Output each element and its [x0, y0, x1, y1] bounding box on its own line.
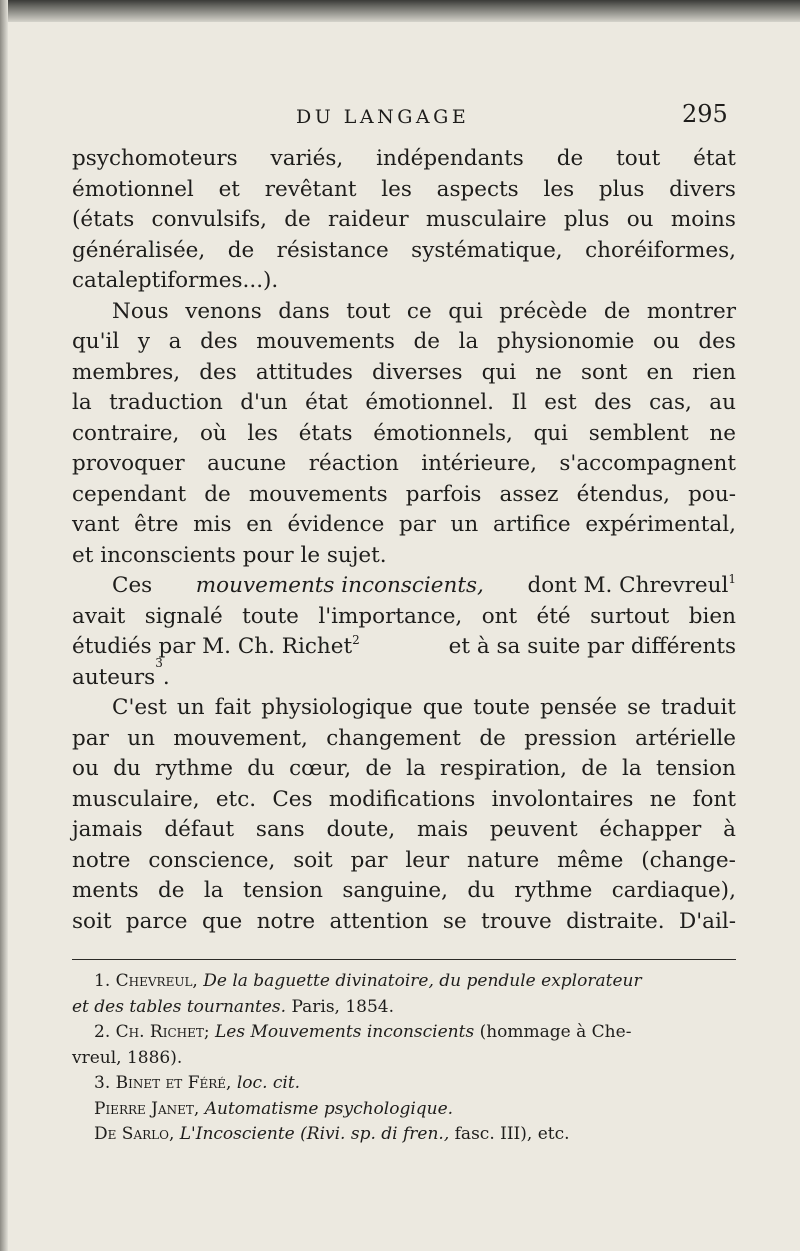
word: où: [199, 420, 227, 446]
footnote-3b: [72, 1097, 736, 1123]
footnote-number: 2.: [94, 1022, 111, 1042]
word: se: [442, 908, 467, 934]
word: montrer: [646, 298, 736, 324]
italic-term: mouvements inconscients,: [195, 573, 484, 598]
text-line: [72, 754, 736, 785]
text-line: [72, 358, 736, 389]
word: que: [422, 695, 464, 720]
word: raideur: [328, 207, 409, 232]
word: font: [692, 786, 736, 812]
text-line: [72, 632, 736, 663]
text-line: [72, 602, 736, 633]
text-line: [72, 297, 736, 328]
word: vant: [72, 512, 120, 537]
footnote-text: vreul, 1886).: [72, 1047, 183, 1068]
footnote-author: Chevreul,: [115, 971, 198, 991]
text-line: cataleptiformes...).: [72, 268, 279, 293]
word: Nous: [112, 298, 169, 324]
text-line: [72, 655, 736, 694]
word: physionomie: [496, 329, 635, 354]
word: rythme: [154, 756, 233, 781]
footnote-title: De la baguette divinatoire, du pendule explorateur: [203, 971, 642, 991]
page-left-shadow: [0, 0, 8, 1251]
word: ne: [649, 786, 677, 812]
word: soit: [293, 847, 333, 873]
word: échapper: [599, 817, 702, 842]
word: défaut: [164, 817, 235, 842]
word: semblent: [588, 420, 689, 446]
word: D'ail-: [678, 908, 736, 934]
word: revêtant: [264, 176, 357, 202]
word: systématique,: [411, 237, 563, 263]
word: plus: [598, 176, 645, 202]
word: y: [137, 329, 151, 354]
footnote-loc: loc. cit.: [236, 1073, 301, 1093]
word: être: [134, 512, 179, 537]
word: jamais: [72, 817, 143, 842]
word: a: [168, 329, 182, 354]
word: cœur,: [289, 756, 352, 781]
word: attention: [329, 908, 429, 934]
word: assez: [499, 481, 559, 507]
word: de: [581, 756, 608, 781]
word: de: [413, 329, 441, 354]
word: un: [176, 695, 205, 720]
text-line: [72, 724, 736, 755]
word: ce: [406, 298, 432, 324]
word: avait: [72, 603, 126, 629]
word: attitudes: [255, 359, 353, 385]
word: état: [693, 146, 736, 171]
word: parfois: [405, 481, 482, 507]
word: mouvements: [256, 329, 395, 354]
word: en: [646, 359, 674, 385]
word: Ces: [272, 786, 313, 812]
footnote-ref-1: 1: [728, 572, 736, 586]
word: provoquer: [72, 451, 185, 476]
word: indépendants: [376, 146, 524, 171]
word: distraite.: [566, 908, 665, 934]
word: généralisée,: [72, 237, 206, 263]
word: contraire,: [72, 420, 180, 446]
word: aspects: [436, 176, 519, 202]
word: bien: [688, 603, 736, 629]
word: (change-: [641, 847, 736, 873]
word: des: [200, 329, 238, 354]
word: l'importance,: [318, 603, 463, 629]
text-line: [72, 815, 736, 846]
word: d'un: [240, 390, 288, 415]
word: notre: [256, 908, 316, 934]
word: traduction: [109, 390, 223, 415]
word: fait: [214, 695, 252, 720]
word: ont: [481, 603, 518, 629]
footnote-title: L'Incosciente (Rivi. sp. di fren.,: [179, 1124, 450, 1144]
word: diverses: [371, 359, 463, 385]
footnote-ref-2: 2: [352, 633, 360, 647]
word: doute,: [326, 817, 396, 842]
text-segment: [72, 632, 360, 663]
word: cardiaque),: [611, 878, 736, 903]
text-line: [72, 510, 736, 541]
word: en: [246, 512, 273, 537]
word: de: [284, 207, 311, 232]
word: état: [305, 390, 348, 415]
footnote-place: Paris, 1854.: [291, 996, 395, 1017]
word: la: [203, 878, 224, 903]
page-header: [0, 100, 800, 134]
word: du: [113, 756, 141, 781]
word: par: [399, 512, 436, 537]
word: cependant: [72, 481, 187, 507]
footnote-2: [72, 1020, 736, 1046]
footnote-1-cont: [72, 995, 736, 1021]
text-line: [72, 388, 736, 419]
word: pression: [524, 725, 617, 751]
word: par: [350, 847, 388, 873]
word: la: [406, 756, 426, 781]
word: sont: [580, 359, 628, 385]
word: ne: [709, 420, 736, 446]
footnote-3: [72, 1071, 736, 1097]
word: pensée: [540, 695, 617, 720]
word: rythme: [514, 878, 593, 903]
word: soit: [72, 908, 112, 934]
word: ments: [72, 878, 139, 903]
word: pou-: [688, 481, 736, 507]
word: psychomoteurs: [72, 146, 238, 171]
text-segment: .: [162, 664, 170, 690]
word: membres,: [72, 359, 181, 385]
footnote-3c: [72, 1122, 736, 1148]
text-line: [72, 571, 736, 602]
word: aucune: [207, 451, 287, 476]
word: des: [698, 329, 736, 354]
word: leur: [405, 847, 450, 873]
text-line: [72, 449, 736, 480]
word: les: [247, 420, 279, 446]
word: toute: [473, 695, 531, 720]
footnote-text: fasc. III), etc.: [454, 1124, 570, 1144]
word: sans: [255, 817, 305, 842]
word: la: [458, 329, 479, 354]
word: que: [201, 908, 243, 934]
word: mouvement,: [173, 725, 308, 751]
word: sanguine,: [342, 878, 448, 903]
text-segment: et à sa suite par différents: [448, 634, 736, 659]
text-line: [72, 480, 736, 511]
word: résistance: [276, 237, 389, 263]
word: s'accompagnent: [559, 451, 736, 476]
word: de: [479, 725, 506, 751]
word: ne: [535, 359, 562, 385]
word: artifice: [492, 512, 571, 537]
word: des: [199, 359, 237, 385]
word: respiration,: [440, 756, 567, 781]
word: qui: [448, 298, 483, 324]
word: notre: [72, 847, 131, 873]
footnote-2-cont: [72, 1046, 736, 1072]
word: tout: [346, 298, 391, 324]
word: étendus,: [576, 481, 671, 507]
word: parce: [125, 908, 188, 934]
word: trouve: [481, 908, 552, 934]
word: mis: [193, 512, 232, 537]
footnote-title: Les Mouvements inconscients: [215, 1022, 475, 1042]
text-line: [72, 693, 736, 724]
footnote-title: Automatisme psychologique.: [204, 1098, 454, 1119]
text-line: [72, 236, 736, 267]
word: etc.: [215, 786, 257, 812]
word: qui: [481, 359, 517, 385]
text-line: [72, 876, 736, 907]
word: tension: [243, 878, 323, 903]
word: à: [723, 817, 736, 842]
text-line: [72, 907, 736, 938]
word: émotionnel.: [365, 390, 495, 415]
word: choréiformes,: [585, 237, 736, 263]
word: les: [381, 176, 412, 202]
word: se: [627, 695, 651, 720]
word: expérimental,: [585, 512, 736, 537]
word: la: [622, 756, 642, 781]
word: mais: [416, 817, 469, 842]
word: peuvent: [489, 817, 578, 842]
word: tension: [655, 756, 736, 781]
word: intérieure,: [421, 451, 537, 476]
footnote-1: [72, 969, 736, 995]
word: divers: [669, 176, 736, 202]
word: un: [450, 512, 479, 537]
word: précède: [499, 298, 588, 324]
word: artérielle: [635, 725, 736, 751]
word: physiologique: [261, 695, 413, 720]
word: nature: [467, 847, 540, 873]
footnote-ref-3: 3: [155, 655, 163, 670]
word: changement: [326, 725, 461, 751]
word: conscience,: [148, 847, 276, 873]
word: traduit: [661, 695, 736, 720]
word: de: [158, 878, 185, 903]
text-line: [72, 785, 736, 816]
word: toute: [242, 603, 299, 629]
footnote-rule: [72, 959, 736, 960]
text-segment: [527, 571, 736, 602]
word: états: [298, 420, 353, 446]
word: variés,: [270, 146, 344, 171]
footnote-author: De Sarlo,: [94, 1124, 175, 1144]
text-segment: auteurs: [72, 664, 156, 690]
footnotes: [72, 969, 736, 1148]
word: été: [536, 603, 571, 629]
word: de: [603, 298, 631, 324]
text-line: [72, 846, 736, 877]
word: de: [556, 146, 584, 171]
word: au: [709, 390, 736, 415]
footnote-author: Pierre Janet,: [94, 1098, 200, 1119]
footnote-author: Binet et Féré,: [115, 1073, 232, 1093]
word: qu'il: [72, 329, 120, 354]
footnote-title: et des tables tournantes.: [72, 996, 287, 1017]
text-line: [72, 327, 736, 358]
word: signalé: [144, 603, 223, 629]
word: de: [227, 237, 255, 263]
word: musculaire,: [72, 786, 200, 812]
word: les: [543, 176, 575, 202]
word: C'est: [112, 695, 167, 720]
word: mouvements: [248, 481, 388, 507]
word: des: [594, 390, 632, 415]
word: de: [204, 481, 231, 507]
word: du: [467, 878, 495, 903]
word: dans: [278, 298, 330, 324]
word: surtout: [590, 603, 670, 629]
text-segment: Ces: [112, 573, 153, 598]
word: musculaire: [425, 207, 547, 232]
word: réaction: [308, 451, 399, 476]
text-segment: étudiés par M. Ch. Richet: [72, 634, 353, 659]
word: tout: [616, 146, 661, 171]
word: ou: [652, 329, 680, 354]
body-text: [72, 144, 736, 937]
footnote-number: 1.: [94, 971, 111, 991]
running-title: DU LANGAGE: [296, 106, 470, 128]
word: plus: [563, 207, 610, 232]
word: par: [72, 725, 109, 751]
word: ou: [72, 756, 99, 781]
word: est: [544, 390, 577, 415]
word: ou: [626, 207, 654, 232]
text-line: [72, 144, 736, 175]
word: rien: [692, 359, 736, 385]
page-top-shadow: [0, 0, 800, 22]
word: qui: [533, 420, 569, 446]
word: cas,: [649, 390, 692, 415]
text-line: [72, 175, 736, 206]
text-line: [72, 419, 736, 450]
page-number: 295: [682, 100, 728, 128]
word: involontaires: [491, 786, 634, 812]
footnote-text: (hommage à Che-: [479, 1022, 632, 1042]
word: Il: [511, 390, 527, 415]
text-line: et inconscients pour le sujet.: [72, 542, 387, 568]
word: un: [127, 725, 155, 751]
footnote-number: 3.: [94, 1073, 111, 1093]
word: modifications: [328, 786, 476, 812]
word: du: [247, 756, 275, 781]
word: et: [218, 176, 240, 202]
word: la: [72, 390, 92, 415]
word: convulsifs,: [151, 207, 267, 232]
word: de: [365, 756, 392, 781]
word: émotionnel: [72, 176, 194, 202]
word: même: [557, 847, 624, 873]
word: (états: [72, 207, 135, 232]
text-segment: dont M. Chrevreul: [527, 573, 729, 598]
footnote-author: Ch. Richet;: [115, 1022, 210, 1042]
word: évidence: [287, 512, 385, 537]
word: venons: [185, 298, 262, 324]
text-line: [72, 205, 736, 236]
word: émotionnels,: [373, 420, 513, 446]
word: moins: [670, 207, 736, 232]
